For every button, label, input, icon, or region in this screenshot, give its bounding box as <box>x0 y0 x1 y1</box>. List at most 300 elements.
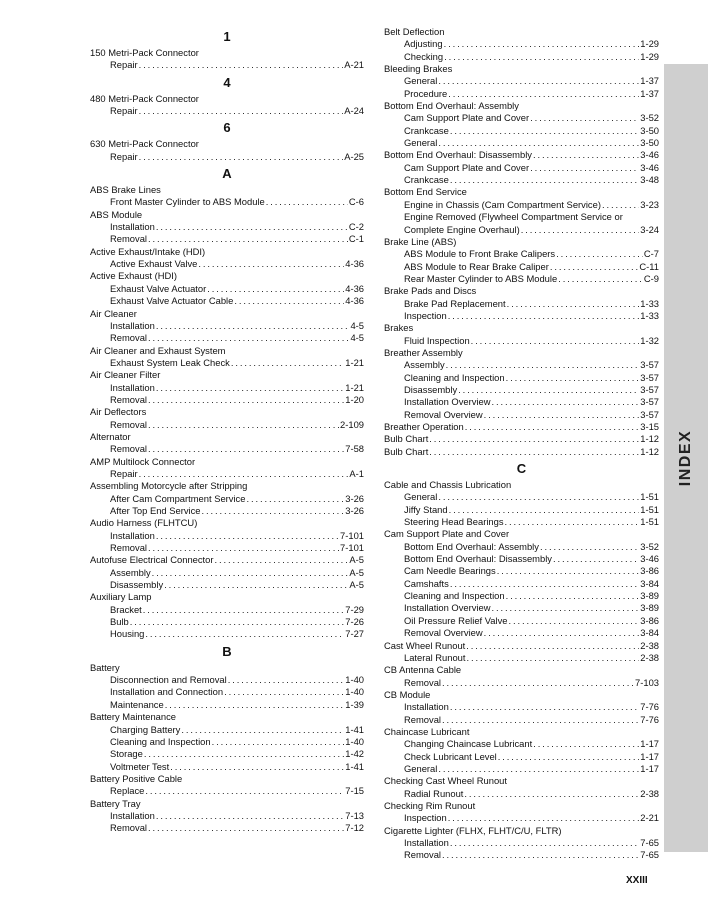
index-entry <box>384 384 659 396</box>
index-section-heading: C <box>516 461 527 477</box>
index-topic: Brake Line (ABS) <box>384 235 457 247</box>
index-topic: Checking Rim Runout <box>384 799 476 811</box>
dot-leader <box>556 248 643 260</box>
page-reference: 1-51 <box>640 503 659 515</box>
index-entry <box>384 652 659 664</box>
index-entry-text: Installation Overview <box>404 396 491 408</box>
dot-leader <box>438 75 639 87</box>
index-entry-text: Disconnection and Removal <box>110 674 227 686</box>
dot-leader <box>471 335 640 347</box>
index-topic: 480 Metri-Pack Connector <box>90 92 199 104</box>
index-topic-entry <box>384 421 659 433</box>
dot-leader <box>130 616 344 628</box>
page-reference: 3-86 <box>640 614 659 626</box>
dot-leader <box>465 421 640 433</box>
page-reference: 7-76 <box>640 713 659 725</box>
dot-leader <box>444 51 639 63</box>
index-entry <box>384 788 659 800</box>
index-entry-text: Installation <box>404 701 449 713</box>
index-entry <box>384 714 659 726</box>
dot-leader <box>148 332 349 344</box>
page-reference: 7-58 <box>345 443 364 455</box>
dot-leader <box>207 283 344 295</box>
index-entry <box>90 542 364 554</box>
page-reference: 7-103 <box>635 676 659 688</box>
index-entry <box>384 112 659 124</box>
index-entry-text: Crankcase <box>404 124 449 136</box>
index-entry-text: Removal Overview <box>404 408 483 420</box>
index-entry-text: Repair <box>110 467 138 479</box>
index-entry <box>384 553 659 565</box>
index-topic: Air Cleaner and Exhaust System <box>90 344 226 356</box>
index-entry <box>90 628 364 640</box>
page-reference: 3-86 <box>640 565 659 577</box>
index-entry <box>90 332 364 344</box>
dot-leader <box>156 382 344 394</box>
dot-leader <box>224 686 344 698</box>
index-topic: Battery <box>90 661 120 673</box>
index-entry <box>90 196 364 208</box>
page-reference: 3-46 <box>640 161 659 173</box>
page-reference: 1-51 <box>640 516 659 528</box>
page-reference: 3-23 <box>640 198 659 210</box>
index-topic: ABS Module <box>90 208 143 220</box>
index-entry-text: After Top End Service <box>110 505 201 516</box>
index-entry <box>384 310 659 322</box>
index-topic: Battery Tray <box>90 797 141 809</box>
index-entry <box>90 748 364 760</box>
index-entry <box>90 357 364 369</box>
page-reference: 1-17 <box>640 750 659 762</box>
index-entry <box>384 174 659 186</box>
page-reference: 2-21 <box>640 812 659 824</box>
index-topic: ABS Brake Lines <box>90 184 161 196</box>
index-topic: Auxiliary Lamp <box>90 591 152 603</box>
page-reference: 3-46 <box>640 149 659 161</box>
index-entry-text: Exhaust Valve Actuator Cable <box>110 295 234 307</box>
dot-leader <box>450 174 639 186</box>
index-topic: Chaincase Lubricant <box>384 725 470 737</box>
dot-leader <box>144 748 344 760</box>
page-reference: 1-42 <box>345 748 364 760</box>
dot-leader <box>143 604 344 616</box>
index-entry-text: Removal <box>110 332 147 344</box>
page-reference: 1-32 <box>640 334 659 346</box>
page-reference: 1-33 <box>640 297 659 309</box>
page-reference: 7-26 <box>345 616 364 628</box>
page-reference: 7-101 <box>340 529 364 541</box>
index-entry <box>384 565 659 577</box>
dot-leader <box>450 837 639 849</box>
index-entry-text: Autofuse Electrical Connector <box>90 554 214 566</box>
index-entry-text: Installation <box>404 837 449 848</box>
index-entry-text: Repair <box>110 150 138 162</box>
index-topic: Checking Cast Wheel Runout <box>384 775 507 787</box>
page-reference: 1-33 <box>640 309 659 321</box>
page-reference: A-5 <box>349 566 364 578</box>
page-reference: 1-21 <box>345 381 364 393</box>
page-reference: 2-109 <box>340 418 364 430</box>
dot-leader <box>450 125 639 137</box>
index-entry-text: Bulb Chart <box>384 445 429 457</box>
index-entry <box>384 602 659 614</box>
page-reference: 7-76 <box>640 701 659 713</box>
index-entry <box>384 491 659 503</box>
index-topic: Cigarette Lighter (FLHX, FLHT/C/U, FLTR) <box>384 824 562 836</box>
index-entry-text: Rear Master Cylinder to ABS Module <box>404 272 558 284</box>
index-entry-text: Cam Needle Bearings <box>404 565 496 577</box>
dot-leader <box>202 505 345 517</box>
index-entry-text: Radial Runout <box>404 787 464 799</box>
index-entry <box>384 125 659 137</box>
index-entry <box>90 567 364 579</box>
dot-leader <box>198 258 344 270</box>
index-topic-entry <box>384 446 659 458</box>
index-entry <box>90 761 364 773</box>
index-entry <box>384 578 659 590</box>
index-entry-text: Cam Support Plate and Cover <box>404 112 530 124</box>
index-entry-text: After Cam Compartment Service <box>110 492 246 504</box>
page-reference: 3-15 <box>640 421 659 432</box>
page-reference: 7-29 <box>345 603 364 615</box>
index-topic: 150 Metri-Pack Connector <box>90 47 199 58</box>
index-topic: Bottom End Service <box>384 186 467 198</box>
index-entry <box>90 686 364 698</box>
dot-leader <box>442 677 634 689</box>
dot-leader <box>148 233 348 245</box>
index-entry-text: Assembly <box>404 359 445 371</box>
index-entry-text: Camshafts <box>404 577 449 589</box>
dot-leader <box>553 553 639 565</box>
dot-leader <box>148 394 344 406</box>
index-entry-text: Lateral Runout <box>404 651 466 663</box>
index-entry <box>90 505 364 517</box>
index-entry <box>384 335 659 347</box>
index-entry-text: Charging Battery <box>110 723 181 735</box>
page-reference: 1-20 <box>345 393 364 405</box>
page-reference: 3-57 <box>640 408 659 420</box>
dot-leader <box>505 516 640 528</box>
dot-leader <box>509 615 640 627</box>
dot-leader <box>156 221 348 233</box>
index-entry-text: Cleaning and Inspection <box>404 590 505 602</box>
index-entry <box>384 261 659 273</box>
index-entry-text: General <box>404 75 438 87</box>
index-entry-text: Disassembly <box>404 383 458 395</box>
dot-leader <box>492 602 640 614</box>
page-reference: 7-15 <box>345 785 364 797</box>
page-reference: 3-84 <box>640 627 659 639</box>
page-reference: C-2 <box>348 221 364 233</box>
dot-leader <box>228 674 345 686</box>
page-reference: 1-12 <box>640 433 659 445</box>
page-reference: 1-40 <box>345 735 364 747</box>
page-reference: 4-36 <box>345 282 364 294</box>
index-entry <box>384 51 659 63</box>
index-entry-text: Installation <box>110 319 155 331</box>
dot-leader <box>139 59 344 71</box>
index-entry <box>384 590 659 602</box>
index-entry <box>90 785 364 797</box>
page-reference: 3-84 <box>640 577 659 589</box>
index-topic: Belt Deflection <box>384 26 445 37</box>
index-entry-text: Engine in Chassis (Cam Compartment Service) <box>404 198 601 210</box>
dot-leader <box>464 788 639 800</box>
page-reference: 1-21 <box>345 356 364 368</box>
page-reference: 7-65 <box>640 837 659 848</box>
index-topic: Brakes <box>384 322 414 334</box>
index-topic: Battery Positive Cable <box>90 772 183 784</box>
page-reference: 2-38 <box>640 651 659 663</box>
dot-leader <box>448 812 639 824</box>
index-topic: Brake Pads and Discs <box>384 285 477 297</box>
index-entry <box>384 38 659 50</box>
page-reference: C-9 <box>643 272 659 284</box>
index-section-heading: 1 <box>223 29 231 44</box>
dot-leader <box>234 295 344 307</box>
index-entry-text: Installation and Connection <box>110 686 224 698</box>
dot-leader <box>446 359 640 371</box>
dot-leader <box>533 738 639 750</box>
index-entry-text: General <box>404 491 438 503</box>
dot-leader <box>444 38 640 50</box>
page-reference: 1-40 <box>345 674 364 686</box>
index-entry-text: Removal <box>110 443 147 455</box>
index-entry <box>384 372 659 384</box>
dot-leader <box>450 578 639 590</box>
page-reference: 3-89 <box>640 602 659 614</box>
index-entry <box>384 88 659 100</box>
dot-leader <box>521 224 640 236</box>
dot-leader <box>139 105 344 117</box>
index-entry <box>90 320 364 332</box>
index-entry <box>90 443 364 455</box>
index-entry-text: Removal <box>110 822 147 834</box>
page-reference: 3-89 <box>640 590 659 602</box>
index-entry <box>90 221 364 233</box>
index-entry-text: Inspection <box>404 812 447 824</box>
index-entry <box>384 812 659 824</box>
index-entry-text: Active Exhaust Valve <box>110 258 198 270</box>
dot-leader <box>165 699 345 711</box>
index-entry <box>90 736 364 748</box>
index-entry-text: Bracket <box>110 603 142 615</box>
page-reference: 3-52 <box>640 112 659 124</box>
page-reference: 3-46 <box>640 553 659 565</box>
index-entry-text: Engine Removed (Flywheel Compartment Service or <box>404 211 623 223</box>
dot-leader <box>164 579 348 591</box>
index-topic-entry <box>90 554 364 566</box>
index-section-heading: 6 <box>223 120 231 136</box>
page-reference: A-24 <box>344 105 364 117</box>
index-entry <box>90 468 364 480</box>
index-section-heading: 4 <box>223 74 231 90</box>
page-reference: 3-57 <box>640 359 659 371</box>
page-reference: 4-5 <box>350 332 364 344</box>
page-reference: A-21 <box>344 59 364 71</box>
dot-leader <box>530 112 639 124</box>
page-reference: 7-65 <box>640 849 659 861</box>
index-entry-text: Checking <box>404 50 444 62</box>
index-entry <box>90 258 364 270</box>
dot-leader <box>558 273 643 285</box>
index-topic: Air Deflectors <box>90 406 147 418</box>
index-entry <box>384 627 659 639</box>
index-column-right <box>384 26 659 862</box>
index-entry-text: Storage <box>110 748 143 760</box>
index-topic: Breather Assembly <box>384 346 463 358</box>
dot-leader <box>148 443 344 455</box>
dot-leader <box>442 714 639 726</box>
index-topic: CB Module <box>384 688 431 700</box>
page-reference: 3-50 <box>640 137 659 149</box>
page-reference: 3-57 <box>640 371 659 383</box>
page-reference: 3-52 <box>640 540 659 552</box>
page-reference: 4-36 <box>345 258 364 270</box>
page-reference: 1-37 <box>640 87 659 99</box>
index-entry-text: General <box>404 137 438 149</box>
index-entry-text: Bottom End Overhaul: Assembly <box>404 540 539 552</box>
index-entry <box>90 579 364 591</box>
index-entry-text: Cleaning and Inspection <box>110 735 211 747</box>
index-entry <box>90 604 364 616</box>
dot-leader <box>145 628 344 640</box>
index-topic: Cam Support Plate and Cover <box>384 528 510 540</box>
dot-leader <box>506 590 640 602</box>
index-entry-text: Installation <box>110 381 155 393</box>
index-entry <box>90 382 364 394</box>
index-topic: Air Cleaner Filter <box>90 369 161 381</box>
dot-leader <box>497 565 640 577</box>
dot-leader <box>152 567 349 579</box>
index-entry <box>90 822 364 834</box>
dot-leader <box>438 491 639 503</box>
index-entry-text: Repair <box>110 59 138 71</box>
dot-leader <box>467 652 640 664</box>
index-entry-text: General <box>404 762 438 774</box>
dot-leader <box>448 88 639 100</box>
index-entry-text: Replace <box>110 785 145 797</box>
index-topic: Active Exhaust (HDI) <box>90 270 178 282</box>
index-entry-text: Steering Head Bearings <box>404 516 504 528</box>
index-entry-text: Removal <box>404 713 441 725</box>
index-entry <box>384 701 659 713</box>
page-reference: 2-38 <box>640 787 659 799</box>
index-entry-text: ABS Module to Front Brake Calipers <box>404 248 556 260</box>
page-reference: C-1 <box>348 233 364 245</box>
dot-leader <box>215 554 349 566</box>
page-reference: A-25 <box>344 150 364 162</box>
index-topic-entry <box>384 640 659 652</box>
index-section-heading: B <box>222 643 232 659</box>
dot-leader <box>212 736 345 748</box>
index-entry <box>90 530 364 542</box>
page-reference: 4-5 <box>350 319 364 331</box>
index-entry-text: Bottom End Overhaul: Disassembly <box>384 149 532 161</box>
dot-leader <box>550 261 639 273</box>
dot-leader <box>156 320 350 332</box>
page-reference: 4-36 <box>345 295 364 307</box>
dot-leader <box>540 541 639 553</box>
dot-leader <box>231 357 344 369</box>
index-section-heading: A <box>222 166 232 182</box>
index-entry-text: Front Master Cylinder to ABS Module <box>110 196 265 208</box>
dot-leader <box>484 409 640 421</box>
index-entry <box>384 359 659 371</box>
index-entry <box>90 105 364 117</box>
dot-leader <box>266 196 348 208</box>
dot-leader <box>139 468 349 480</box>
page-reference: 7-13 <box>345 809 364 821</box>
dot-leader <box>484 627 640 639</box>
index-entry-text: Removal <box>110 233 147 245</box>
page-reference: 3-26 <box>345 505 364 516</box>
page-reference: 7-27 <box>345 628 364 640</box>
page-reference: 7-101 <box>340 542 364 554</box>
index-entry <box>384 504 659 516</box>
index-entry-text: Adjusting <box>404 38 443 50</box>
index-entry-text: Installation <box>110 809 155 821</box>
dot-leader <box>450 701 639 713</box>
index-entry-text: Removal <box>404 676 441 688</box>
page-reference: C-7 <box>643 248 659 260</box>
index-entry <box>384 224 659 236</box>
index-entry <box>384 137 659 149</box>
index-entry-text: Removal <box>110 393 147 405</box>
dot-leader <box>181 724 344 736</box>
index-entry <box>90 151 364 163</box>
index-entry-text: Check Lubricant Level <box>404 750 497 762</box>
index-entry-text: Voltmeter Test <box>110 760 170 772</box>
index-topic: AMP Multilock Connector <box>90 455 196 467</box>
dot-leader <box>498 751 639 763</box>
dot-leader <box>530 162 639 174</box>
index-topic: Bottom End Overhaul: Assembly <box>384 100 519 112</box>
index-entry-text: Breather Operation <box>384 421 464 432</box>
index-entry-text: Installation Overview <box>404 602 491 614</box>
index-entry <box>90 233 364 245</box>
index-entry-text: Installation <box>110 221 155 233</box>
index-entry-text: Bulb Chart <box>384 433 429 445</box>
page-reference: 1-51 <box>640 491 659 503</box>
index-topic-entry <box>384 149 659 161</box>
dot-leader <box>429 433 639 445</box>
page-reference: A-5 <box>349 579 364 591</box>
index-entry-text: Exhaust System Leak Check <box>110 356 230 368</box>
page-reference: 1-41 <box>345 760 364 772</box>
page-reference: 3-24 <box>640 223 659 235</box>
index-entry <box>384 615 659 627</box>
page-reference: 1-29 <box>640 38 659 50</box>
dot-leader <box>533 149 639 161</box>
side-tab-label: INDEX <box>677 429 694 487</box>
dot-leader <box>148 542 339 554</box>
page-reference: 1-29 <box>640 50 659 62</box>
page-reference: A-1 <box>349 467 364 479</box>
index-entry <box>384 837 659 849</box>
index-entry <box>90 295 364 307</box>
dot-leader <box>156 530 339 542</box>
dot-leader <box>148 419 339 431</box>
page-reference: 3-48 <box>640 174 659 186</box>
page-reference: 1-37 <box>640 75 659 87</box>
index-entry <box>384 849 659 861</box>
index-topic: Active Exhaust/Intake (HDI) <box>90 245 206 257</box>
dot-leader <box>449 504 640 516</box>
dot-leader <box>148 822 344 834</box>
dot-leader <box>506 372 640 384</box>
index-entry-text: Removal <box>404 849 441 861</box>
